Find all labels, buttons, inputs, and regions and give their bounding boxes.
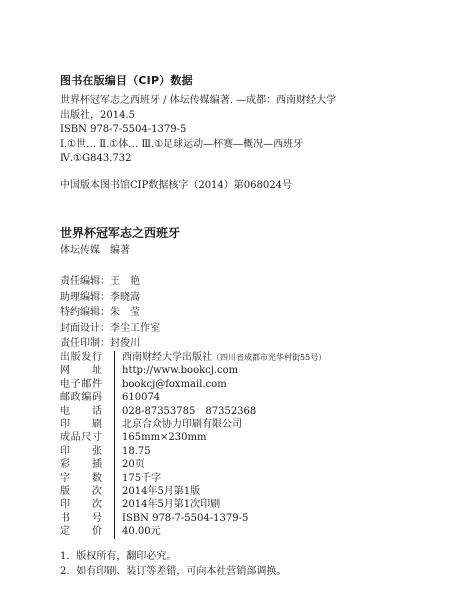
info-row (60, 418, 326, 431)
book-title: 世界杯冠军志之西班牙 (60, 226, 181, 240)
label-char: 址 (92, 365, 102, 377)
editor-name: 封俊川 (110, 338, 140, 349)
editor-role: 助理编辑： (60, 291, 110, 303)
label-char: 网 (60, 365, 70, 377)
info-label (60, 485, 115, 498)
editor-name: 王 艳 (110, 276, 140, 287)
book-author: 体坛传媒 编著 (60, 245, 130, 256)
info-label (60, 364, 115, 377)
label-char: 件 (91, 378, 102, 390)
label-char: 邮 (60, 392, 70, 404)
info-row (60, 472, 326, 485)
label-char: 插 (92, 459, 102, 471)
info-row (60, 378, 326, 391)
publisher-address: （四川省成都市光华村街55号） (212, 353, 327, 362)
label-char: 版 (70, 352, 81, 363)
label-char: 成 (60, 432, 70, 444)
editor-row (60, 336, 160, 352)
label-char: 尺 (81, 432, 92, 444)
label-char: 数 (92, 472, 102, 484)
editor-row (60, 305, 160, 321)
cip-heading: 图书在版编目（CIP）数据 (60, 74, 193, 87)
info-value: 028-87353785 87352368 (115, 405, 327, 418)
label-char: 品 (70, 432, 81, 444)
editor-row (60, 274, 160, 290)
label-char: 张 (92, 445, 102, 457)
label-char: 书 (60, 512, 70, 524)
label-char: 定 (60, 526, 70, 538)
label-char: 子 (70, 378, 81, 390)
info-label (60, 525, 115, 538)
editor-row (60, 290, 160, 306)
info-value: 2014年5月第1版 (115, 485, 327, 498)
label-char: 刷 (92, 419, 102, 431)
info-value: http://www.bookcj.com (115, 364, 327, 377)
label-char: 话 (92, 405, 102, 417)
info-label (60, 512, 115, 525)
info-row (60, 364, 326, 377)
info-label (60, 391, 115, 404)
info-label (60, 351, 115, 364)
info-value: 165mm×230mm (115, 431, 327, 444)
publisher-row (60, 351, 326, 364)
label-char: 印 (60, 419, 70, 431)
label-char: 出 (60, 352, 70, 363)
editor-name: 李尘工作室 (110, 322, 160, 334)
cip-classification-code: Ⅳ.①G843.732 (60, 153, 132, 164)
label-char: 印 (60, 499, 70, 511)
editor-role: 责任编辑： (60, 276, 110, 287)
info-label (60, 418, 115, 431)
info-row (60, 512, 326, 525)
label-char: 版 (60, 486, 70, 498)
cip-record (60, 94, 390, 193)
label-char: 次 (92, 486, 102, 498)
label-char: 邮 (81, 378, 92, 390)
notes (60, 549, 286, 579)
label-char: 次 (92, 499, 102, 511)
publication-info-table (60, 351, 326, 539)
label-char: 印 (60, 445, 70, 457)
cip-record-number: 中国版本图书馆CIP数据核字（2014）第068024号 (60, 179, 292, 191)
info-value (115, 351, 327, 364)
label-char: 政 (70, 392, 81, 404)
info-row (60, 498, 326, 511)
editor-row (60, 321, 160, 337)
note-item: 2．如有印刷、装订等差错，可向本社营销部调换。 (60, 566, 287, 577)
editor-role: 封面设计： (60, 322, 110, 334)
info-value: ISBN 978-7-5504-1379-5 (115, 512, 327, 525)
label-char: 彩 (60, 459, 70, 471)
info-label (60, 498, 115, 511)
info-value: 175千字 (115, 472, 327, 485)
info-row (60, 525, 326, 538)
info-label (60, 378, 115, 391)
info-label (60, 472, 115, 485)
note-item: 1．版权所有，翻印必究。 (60, 551, 177, 562)
label-char: 号 (92, 512, 102, 524)
label-char: 码 (91, 392, 102, 404)
label-char: 寸 (91, 432, 102, 444)
cip-classification: Ⅰ.①世… Ⅱ.①体… Ⅲ.①足球运动—杯赛—概况—西班牙 (60, 138, 304, 150)
label-char: 价 (92, 526, 102, 538)
publisher-name: 西南财经大学出版社 (122, 352, 212, 363)
info-value: 18.75 (115, 445, 327, 458)
info-value: 2014年5月第1次印刷 (115, 498, 327, 511)
editor-name: 朱 莹 (110, 307, 140, 318)
cip-line: 世界杯冠军志之西班牙 / 体坛传媒编著. —成都：西南财经大学 (60, 95, 337, 106)
label-char: 编 (81, 392, 92, 404)
info-label (60, 445, 115, 458)
info-value: 20页 (115, 458, 327, 471)
info-value: 610074 (115, 391, 327, 404)
label-char: 字 (60, 472, 70, 484)
label-char: 电 (60, 378, 70, 390)
info-label (60, 405, 115, 418)
info-row (60, 485, 326, 498)
info-row (60, 405, 326, 418)
info-label (60, 431, 115, 444)
info-value: 40.00元 (115, 525, 327, 538)
editor-credits (60, 274, 160, 352)
info-row (60, 431, 326, 444)
cip-isbn: ISBN 978-7-5504-1379-5 (60, 124, 187, 135)
info-value: 北京合众协力印刷有限公司 (115, 418, 327, 431)
info-value: bookcj@foxmail.com (115, 378, 327, 391)
label-char: 发 (81, 352, 92, 363)
cip-line: 出版社，2014.5 (60, 109, 135, 121)
label-char: 电 (60, 405, 70, 417)
editor-role: 特约编辑： (60, 307, 110, 318)
info-row (60, 458, 326, 471)
label-char: 行 (91, 352, 102, 363)
editor-name: 李晓嵩 (110, 291, 140, 303)
info-row (60, 445, 326, 458)
info-label (60, 458, 115, 471)
editor-role: 责任印制： (60, 338, 110, 349)
info-row (60, 391, 326, 404)
